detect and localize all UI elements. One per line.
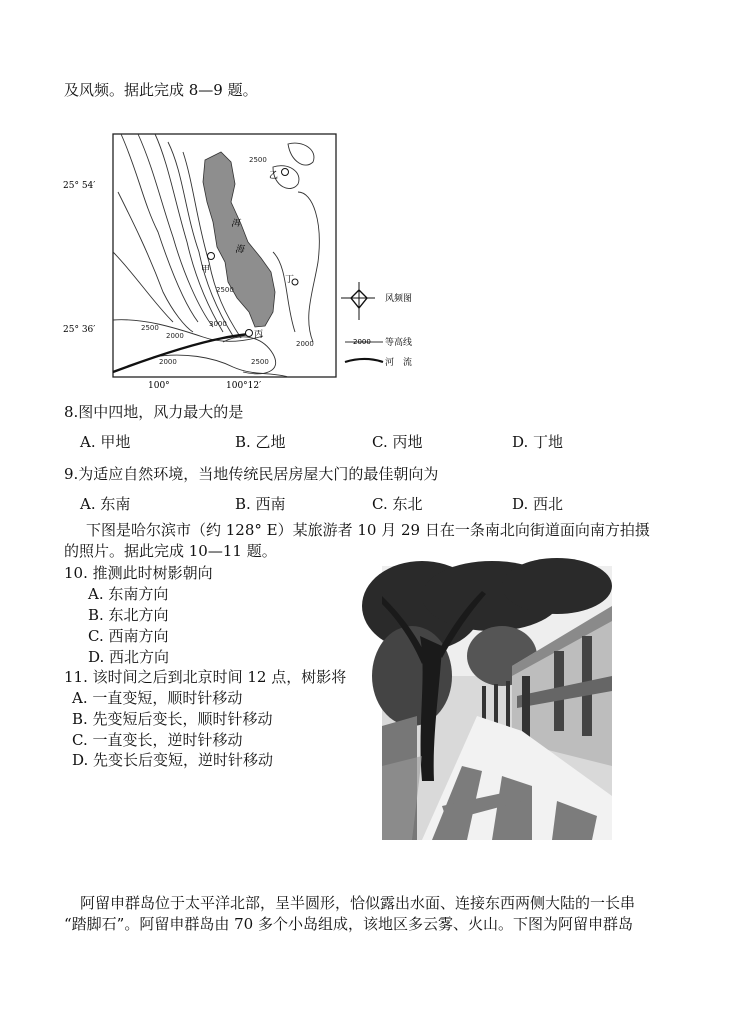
lat-top-label: 25° 54′ [63,181,96,191]
passage2-line2: 的照片。据此完成 10—11 题。 [64,542,277,560]
lake-name-1: 洱 [231,219,241,229]
q9-option-d: D. 西北 [512,495,564,513]
q11-stem: 11. 该时间之后到北京时间 12 点，树影将 [64,668,347,686]
street-photo [382,566,612,840]
contour-label: 2500 [249,156,267,164]
q9-stem: 9.为适应自然环境，当地传统民居房屋大门的最佳朝向为 [64,465,439,483]
q11-option-d: D. 先变长后变短，逆时针移动 [72,751,274,769]
contour-label: 3000 [209,320,227,328]
q10-option-b: B. 东北方向 [88,606,169,624]
contour-label: 2500 [251,358,269,366]
map-figure [63,132,428,392]
passage3-line1: 阿留申群岛位于太平洋北部，呈半圆形，恰似露出水面、连接东西两侧大陆的一长串 [80,894,636,912]
q8-option-b: B. 乙地 [235,433,286,451]
q8-stem: 8.图中四地，风力最大的是 [64,403,244,421]
q8-option-d: D. 丁地 [512,433,564,451]
point-jia-label: 甲 [201,265,211,275]
q9-option-b: B. 西南 [235,495,286,513]
q11-option-a: A. 一直变短，顺时针移动 [72,689,243,707]
lon-right-label: 100°12′ [226,381,262,391]
q8-option-a: A. 甲地 [80,433,131,451]
passage2-line1: 下图是哈尔滨市（约 128° E）某旅游者 10 月 29 日在一条南北向街道面向南方拍摄 [86,521,650,539]
legend-contour-value: 2000 [353,338,371,346]
q11-option-c: C. 一直变长，逆时针移动 [72,731,243,749]
lake-name-2: 海 [235,245,245,255]
q10-option-d: D. 西北方向 [88,648,170,666]
passage3-line2: “踏脚石”。阿留申群岛由 70 多个小岛组成，该地区多云雾、火山。下图为阿留申群岛 [64,915,633,933]
point-bing-marker [246,330,253,337]
q8-option-c: C. 丙地 [372,433,423,451]
contour-label: 2000 [159,358,177,366]
point-yi-label: 乙 [269,171,279,181]
contour-label: 2000 [296,340,314,348]
lat-bottom-label: 25° 36′ [63,325,96,335]
q10-stem: 10. 推测此时树影朝向 [64,564,213,582]
contour-label: 2500 [141,324,159,332]
point-ding-label: 丁 [285,275,295,285]
point-jia-marker [208,253,215,260]
legend-contour-label: 等高线 [385,338,413,348]
q10-option-c: C. 西南方向 [88,627,169,645]
legend-river-label: 河 流 [385,358,413,368]
legend-river-line [345,359,383,362]
lon-left-label: 100° [148,381,170,391]
point-bing-label: 丙 [254,330,264,340]
q9-option-c: C. 东北 [372,495,423,513]
q9-option-a: A. 东南 [80,495,131,513]
wind-rose-icon [341,282,375,320]
q11-option-b: B. 先变短后变长，顺时针移动 [72,710,273,728]
contour-label: 2500 [216,286,234,294]
contour-label: 2000 [166,332,184,340]
point-yi-marker [282,169,289,176]
lake-erhai [203,152,275,327]
legend-wind-label: 风频图 [385,294,413,304]
q10-option-a: A. 东南方向 [88,585,169,603]
intro-line: 及风频。据此完成 8—9 题。 [64,81,258,99]
